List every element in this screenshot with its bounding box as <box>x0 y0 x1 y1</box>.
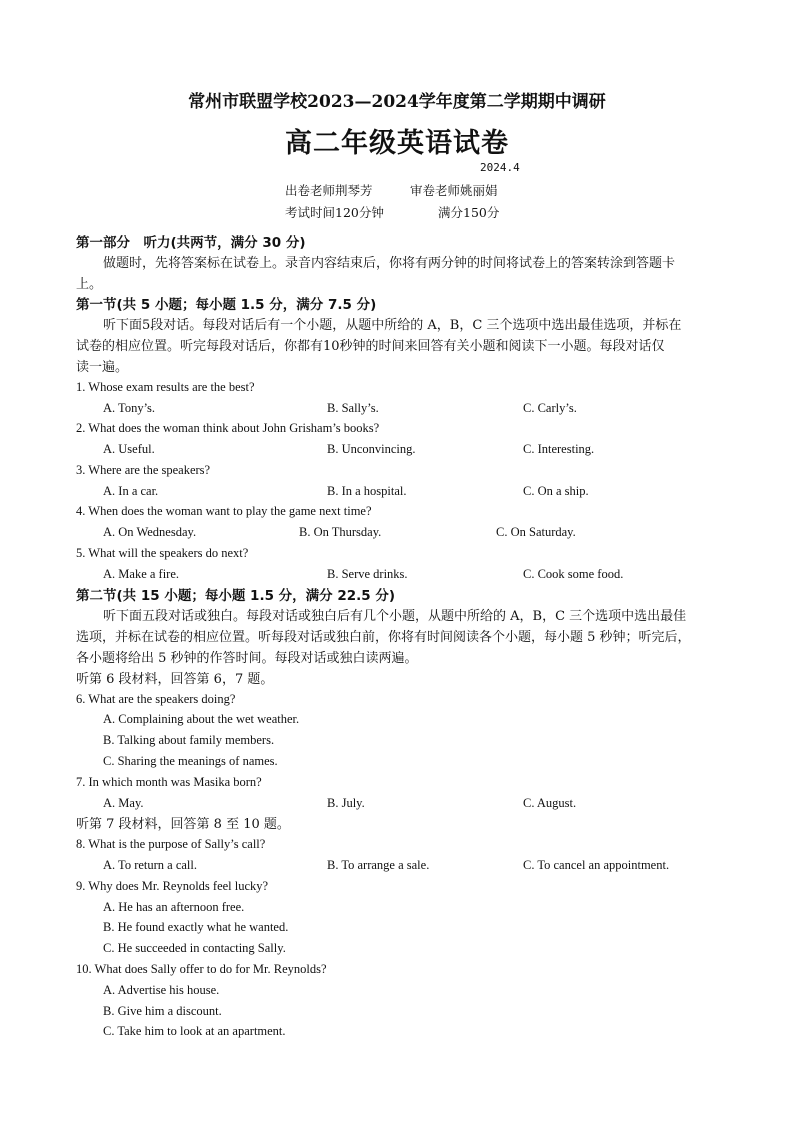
q5-option-b: B. Serve drinks. <box>327 567 408 581</box>
exam-time: 考试时间120分钟 <box>285 205 384 220</box>
q4-option-c: C. On Saturday. <box>496 525 576 539</box>
q3-option-b: B. In a hospital. <box>327 484 407 498</box>
q2-option-c: C. Interesting. <box>523 442 595 456</box>
q9-option-b: B. He found exactly what he wanted. <box>103 920 289 934</box>
q7-option-c: C. August. <box>523 796 577 810</box>
question-3: 3. Where are the speakers? <box>76 463 211 477</box>
material-7-instruction: 听第 7 段材料，回答第 8 至 10 题。 <box>76 817 290 832</box>
section1-instr-line1: 听下面5段对话。每段对话后有一个小题，从题中所给的 A，B，C 三个选项中选出最佳选项，并标在 <box>103 318 682 333</box>
section2-instr-line3: 各小题将给出 5 秒钟的作答时间。每段对话或独白读两遍。 <box>76 651 418 666</box>
part1-heading: 第一部分 听力(共两节，满分 30 分) <box>76 235 306 251</box>
q9-option-c: C. He succeeded in contacting Sally. <box>103 941 286 955</box>
q1-option-c: C. Carly’s. <box>523 401 577 415</box>
q10-option-c: C. Take him to look at an apartment. <box>103 1024 286 1038</box>
q6-option-c: C. Sharing the meanings of names. <box>103 754 278 768</box>
question-1: 1. Whose exam results are the best? <box>76 380 255 394</box>
q8-option-b: B. To arrange a sale. <box>327 858 430 872</box>
question-7: 7. In which month was Masika born? <box>76 775 262 789</box>
setter-teacher: 出卷老师荆琴芳 <box>285 183 373 198</box>
section1-instr-line3: 读一遍。 <box>76 360 129 375</box>
q7-option-b: B. July. <box>327 796 365 810</box>
q3-option-a: A. In a car. <box>103 484 159 498</box>
question-2: 2. What does the woman think about John Grisham’s books? <box>76 421 380 435</box>
q5-option-a: A. Make a fire. <box>103 567 180 581</box>
question-4: 4. When does the woman want to play the game next time? <box>76 504 372 518</box>
question-9: 9. Why does Mr. Reynolds feel lucky? <box>76 879 269 893</box>
q6-option-a: A. Complaining about the wet weather. <box>103 712 300 726</box>
q9-option-a: A. He has an afternoon free. <box>103 900 245 914</box>
full-score: 满分150分 <box>438 205 500 220</box>
q4-option-b: B. On Thursday. <box>299 525 382 539</box>
question-8: 8. What is the purpose of Sally’s call? <box>76 837 266 851</box>
q8-option-c: C. To cancel an appointment. <box>523 858 670 872</box>
section1-instr-line2: 试卷的相应位置。听完每段对话后，你都有10秒钟的时间来回答有关小题和阅读下一小题。每段对话仅 <box>76 339 665 354</box>
q10-option-b: B. Give him a discount. <box>103 1004 222 1018</box>
q2-option-b: B. Unconvincing. <box>327 442 416 456</box>
q10-option-a: A. Advertise his house. <box>103 983 220 997</box>
material-6-instruction: 听第 6 段材料，回答第 6，7 题。 <box>76 672 274 687</box>
reviewer-teacher: 审卷老师姚丽娟 <box>410 183 498 198</box>
q8-option-a: A. To return a call. <box>103 858 198 872</box>
q5-option-c: C. Cook some food. <box>523 567 624 581</box>
q4-option-a: A. On Wednesday. <box>103 525 197 539</box>
q2-option-a: A. Useful. <box>103 442 155 456</box>
q3-option-c: C. On a ship. <box>523 484 589 498</box>
exam-date: 2024.4 <box>480 161 520 174</box>
part1-intro-line1: 做题时，先将答案标在试卷上。录音内容结束后，你将有两分钟的时间将试卷上的答案转涂到答题卡 <box>103 256 676 271</box>
question-6: 6. What are the speakers doing? <box>76 692 236 706</box>
section2-heading: 第二节(共 15 小题；每小题 1.5 分，满分 22.5 分) <box>76 588 396 604</box>
question-5: 5. What will the speakers do next? <box>76 546 249 560</box>
school-title: 常州市联盟学校2023—2024学年度第二学期期中调研 <box>188 92 606 112</box>
part1-intro-line2: 上。 <box>76 277 103 292</box>
q1-option-a: A. Tony’s. <box>103 401 156 415</box>
section2-instr-line1: 听下面五段对话或独白。每段对话或独白后有几个小题，从题中所给的 A，B，C 三个选项中选出最佳 <box>103 609 687 624</box>
exam-title: 高二年级英语试卷 <box>285 128 509 159</box>
q7-option-a: A. May. <box>103 796 144 810</box>
question-10: 10. What does Sally offer to do for Mr. Reynolds? <box>76 962 327 976</box>
section1-heading: 第一节(共 5 小题；每小题 1.5 分，满分 7.5 分) <box>76 297 377 313</box>
q6-option-b: B. Talking about family members. <box>103 733 275 747</box>
q1-option-b: B. Sally’s. <box>327 401 379 415</box>
section2-instr-line2: 选项，并标在试卷的相应位置。听每段对话或独白前，你将有时间阅读各个小题，每小题 5 秒钟；听完后， <box>76 630 691 645</box>
